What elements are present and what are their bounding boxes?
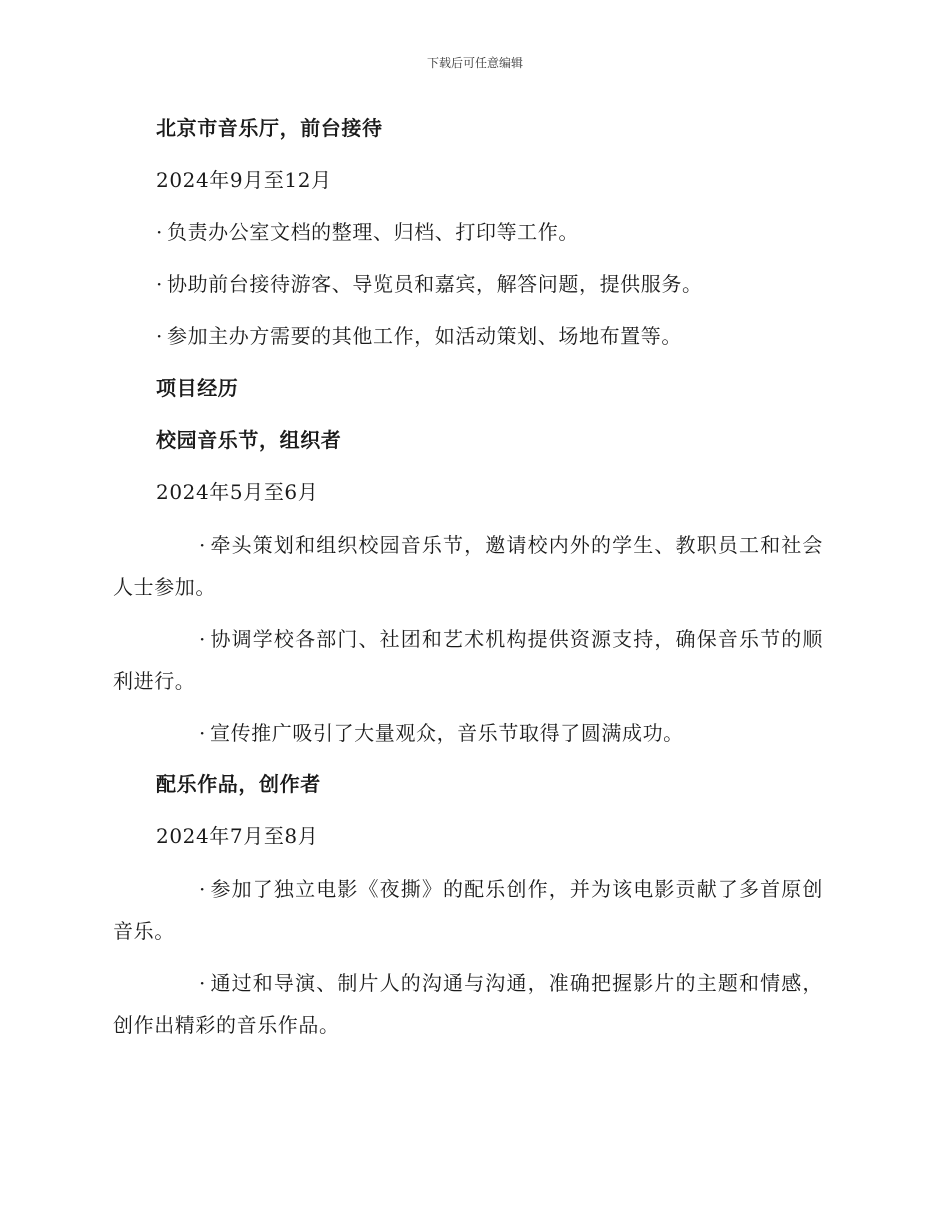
project-title: 配乐作品，创作者 (156, 772, 321, 796)
bullet-dot: · (199, 877, 206, 901)
project-date: 2024年5月至6月 (156, 480, 319, 504)
bullet-dot: · (199, 971, 206, 995)
bullet-dot: · (199, 533, 206, 557)
bullet-dot: · (156, 220, 163, 244)
bullet-dot: · (199, 721, 206, 745)
bullet-text: 牵头策划和组织校园音乐节，邀请校内外的学生、教职员工和社会人士参加。 (113, 533, 823, 599)
document-body (113, 108, 823, 1056)
bullet-dot: · (156, 324, 163, 348)
project-date: 2024年7月至8月 (156, 824, 319, 848)
bullet-text: 协助前台接待游客、导览员和嘉宾，解答问题，提供服务。 (166, 272, 703, 296)
project-bullet (113, 868, 823, 952)
project-bullet (113, 962, 823, 1046)
project-bullet (113, 618, 823, 702)
project-bullet (113, 524, 823, 608)
bullet-text: 协调学校各部门、社团和艺术机构提供资源支持，确保音乐节的顺利进行。 (113, 627, 823, 693)
bullet-dot: · (156, 272, 163, 296)
bullet-text: 参加主办方需要的其他工作，如活动策划、场地布置等。 (166, 324, 682, 348)
job-bullet (113, 212, 823, 252)
bullet-text: 宣传推广吸引了大量观众，音乐节取得了圆满成功。 (209, 721, 684, 745)
bullet-text: 通过和导演、制片人的沟通与沟通，准确把握影片的主题和情感，创作出精彩的音乐作品。 (113, 971, 823, 1037)
job-bullet (113, 264, 823, 304)
project-title: 校园音乐节，组织者 (156, 428, 342, 452)
page-header: 下载后可任意编辑 (426, 56, 523, 70)
job-title: 北京市音乐厅，前台接待 (156, 116, 383, 140)
bullet-text: 负责办公室文档的整理、归档、打印等工作。 (166, 220, 579, 244)
section-title: 项目经历 (156, 376, 239, 400)
job-bullet (113, 316, 823, 356)
bullet-text: 参加了独立电影《夜撕》的配乐创作，并为该电影贡献了多首原创音乐。 (113, 877, 823, 943)
bullet-dot: · (199, 627, 206, 651)
job-date: 2024年9月至12月 (156, 168, 332, 192)
project-bullet (113, 712, 823, 754)
